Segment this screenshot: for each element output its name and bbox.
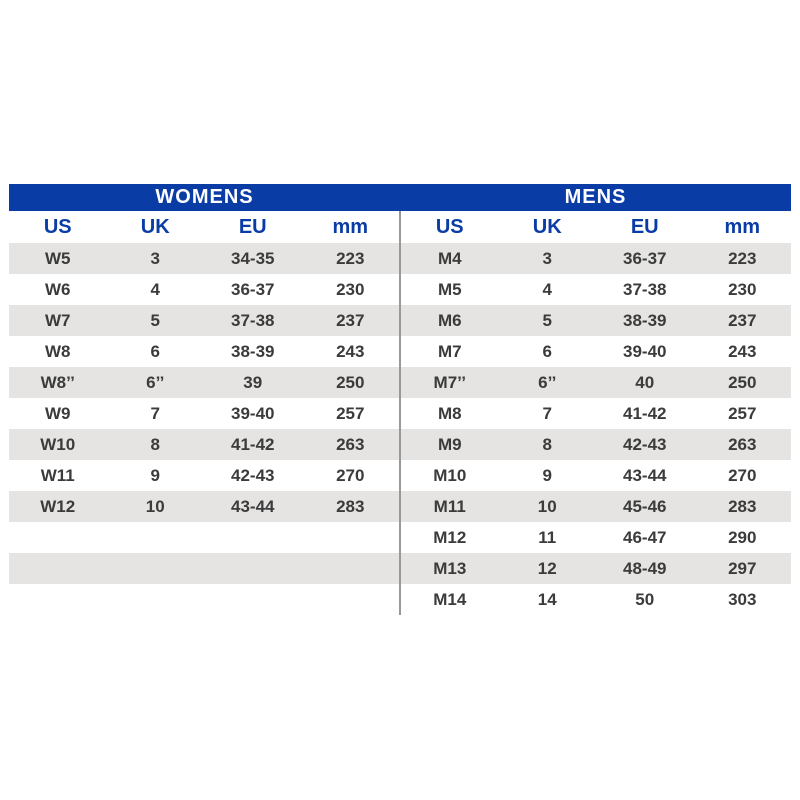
size-row [401, 429, 791, 460]
size-cell: 9 [150, 466, 160, 485]
size-cell: 41-42 [623, 404, 667, 423]
size-cell: M13 [433, 559, 467, 578]
size-cell: 43-44 [623, 466, 667, 485]
size-cell: 237 [728, 311, 757, 330]
column-header-uk: UK [532, 216, 562, 238]
womens-section-title: WOMENS [155, 186, 254, 208]
size-cell: 12 [537, 559, 557, 578]
size-cell: 6 [150, 342, 160, 361]
size-row [401, 274, 791, 305]
size-cell: M11 [433, 497, 466, 516]
size-cell: 8 [542, 435, 552, 454]
size-row [401, 336, 791, 367]
size-row [401, 553, 791, 584]
size-cell: 39 [243, 373, 263, 392]
size-cell [107, 553, 205, 584]
size-cell: 11 [538, 528, 557, 547]
size-cell: 303 [728, 590, 757, 609]
size-row [401, 243, 791, 274]
womens-column-headers [9, 211, 399, 243]
size-cell: 223 [336, 249, 365, 268]
size-cell: 43-44 [231, 497, 275, 516]
womens-table [9, 211, 399, 615]
size-row [9, 336, 399, 367]
size-cell: 39-40 [231, 404, 275, 423]
size-cell: 283 [728, 497, 757, 516]
column-header-us: US [43, 216, 72, 238]
size-cell: M7’’ [433, 373, 466, 392]
size-cell: 37-38 [231, 311, 275, 330]
size-cell: 6’’ [538, 373, 557, 392]
size-cell: 8 [150, 435, 160, 454]
size-cell [302, 553, 400, 584]
size-cell: W7 [45, 311, 71, 330]
size-row [9, 367, 399, 398]
size-cell [302, 522, 400, 553]
size-row [401, 522, 791, 553]
size-cell: 39-40 [623, 342, 667, 361]
size-cell: W5 [45, 249, 71, 268]
size-row [401, 491, 791, 522]
size-cell: 4 [150, 280, 160, 299]
size-cell: M6 [437, 311, 462, 330]
size-cell: M9 [437, 435, 462, 454]
section-title-bar [9, 184, 791, 211]
size-cell: 50 [635, 590, 655, 609]
size-cell: 3 [150, 249, 160, 268]
size-cell: 14 [537, 590, 557, 609]
mens-section-title: MENS [564, 186, 627, 208]
size-cell: M5 [437, 280, 462, 299]
size-cell: 243 [728, 342, 757, 361]
size-cell: 9 [542, 466, 552, 485]
size-cell: W9 [45, 404, 71, 423]
size-cell: M8 [437, 404, 462, 423]
size-cell: W8’’ [40, 373, 75, 392]
size-cell: 7 [542, 404, 552, 423]
size-cell: 10 [145, 497, 165, 516]
mens-column-headers [401, 211, 791, 243]
size-cell: W12 [40, 497, 76, 516]
size-cell: 45-46 [623, 497, 667, 516]
size-cell: 34-35 [231, 249, 275, 268]
size-cell: 7 [150, 404, 160, 423]
column-header-eu: EU [238, 216, 267, 238]
size-cell: 257 [728, 404, 757, 423]
size-row [9, 522, 399, 553]
size-cell: W8 [45, 342, 71, 361]
size-row [401, 305, 791, 336]
size-cell: 290 [728, 528, 757, 547]
size-cell [107, 522, 205, 553]
size-row [9, 243, 399, 274]
size-cell: M12 [433, 528, 467, 547]
size-row [9, 460, 399, 491]
size-cell: M10 [433, 466, 467, 485]
mens-rows [401, 243, 791, 615]
size-cell: W6 [45, 280, 71, 299]
size-cell: 263 [728, 435, 757, 454]
size-cell: W11 [40, 466, 75, 485]
size-cell: 3 [542, 249, 552, 268]
size-row [9, 491, 399, 522]
size-cell: 46-47 [623, 528, 667, 547]
mens-table [401, 211, 791, 615]
size-cell: 230 [336, 280, 365, 299]
size-cell: 38-39 [623, 311, 667, 330]
size-row [9, 274, 399, 305]
size-cell [204, 522, 302, 553]
size-row [401, 398, 791, 429]
size-cell: 243 [336, 342, 365, 361]
size-row [9, 305, 399, 336]
size-cell: 237 [336, 311, 365, 330]
size-row [9, 553, 399, 584]
column-header-us: US [435, 216, 464, 238]
size-cell: 257 [336, 404, 365, 423]
table-body [9, 211, 791, 615]
size-row [401, 584, 791, 615]
size-cell: 263 [336, 435, 365, 454]
size-cell [9, 522, 107, 553]
size-cell: 297 [728, 559, 757, 578]
size-row [9, 429, 399, 460]
column-header-eu: EU [630, 216, 659, 238]
size-cell: 223 [728, 249, 757, 268]
size-cell: 41-42 [231, 435, 275, 454]
size-cell: 42-43 [623, 435, 667, 454]
size-cell: 36-37 [231, 280, 275, 299]
size-cell: 5 [542, 311, 552, 330]
size-cell [204, 553, 302, 584]
size-cell: 42-43 [231, 466, 275, 485]
column-header-uk: UK [140, 216, 170, 238]
womens-rows [9, 243, 399, 584]
size-cell: 4 [542, 280, 552, 299]
size-cell [9, 553, 107, 584]
column-header-mm: mm [724, 216, 761, 238]
size-cell: 37-38 [623, 280, 667, 299]
size-cell: M14 [433, 590, 467, 609]
size-cell: 270 [728, 466, 757, 485]
shoe-size-chart [9, 184, 791, 615]
size-cell: 250 [728, 373, 757, 392]
size-cell: 10 [537, 497, 557, 516]
size-cell: 6 [542, 342, 552, 361]
size-cell: M7 [437, 342, 462, 361]
size-cell: W10 [40, 435, 76, 454]
size-cell: 40 [635, 373, 655, 392]
column-header-mm: mm [332, 216, 369, 238]
size-row [401, 367, 791, 398]
size-cell: M4 [437, 249, 462, 268]
size-row [9, 398, 399, 429]
size-cell: 36-37 [623, 249, 667, 268]
size-cell: 48-49 [623, 559, 667, 578]
size-cell: 283 [336, 497, 365, 516]
size-row [401, 460, 791, 491]
size-cell: 5 [150, 311, 160, 330]
size-cell: 6’’ [146, 373, 165, 392]
size-cell: 230 [728, 280, 757, 299]
size-cell: 250 [336, 373, 365, 392]
size-cell: 270 [336, 466, 365, 485]
size-cell: 38-39 [231, 342, 275, 361]
